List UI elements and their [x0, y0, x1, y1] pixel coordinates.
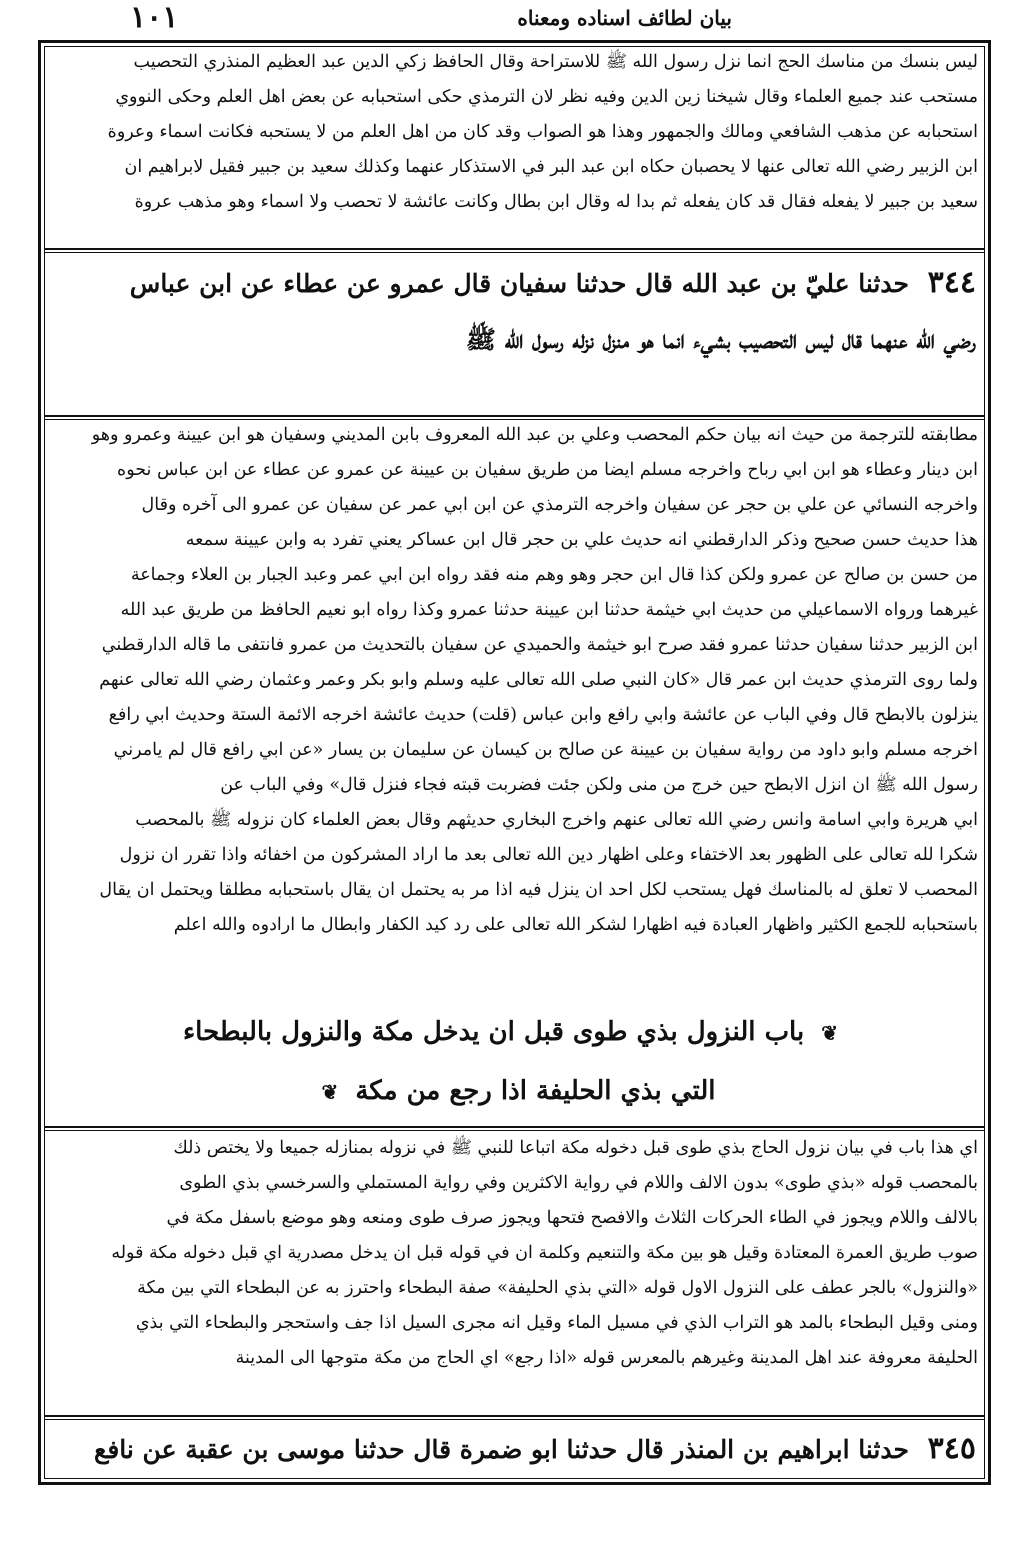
hadith-345 [53, 1421, 976, 1478]
hadith-text: حدثنا ابراهيم بن المنذر قال حدثنا ابو ضمرة قال حدثنا موسى بن عقبة عن نافع [94, 1435, 909, 1464]
commentary-line: ولما روى الترمذي حديث ابن عمر قال «كان النبي صلى الله تعالى عليه وسلم وابو بكر وعمر وعثمان رضي الله تعالى عنهم [99, 670, 978, 690]
hadith-line [53, 255, 976, 312]
text-frame [38, 40, 991, 1485]
flourish-ornament: ❦ [821, 1021, 839, 1045]
hadith-number: ٣٤٥ [927, 1431, 976, 1466]
commentary-line: ابن الزبير حدثنا سفيان حدثنا عمرو فقد صرح ابو خيثمة والحميدي عن سفيان بالتحديث من عمرو فانتفى ما قاله الدارقطني [101, 635, 978, 655]
commentary-line: غيرهما ورواه الاسماعيلي من حديث ابي خيثمة حدثنا ابن عيينة حدثنا عمرو وكذا رواه ابو نعيم الحافظ من طريق عبد الله [120, 600, 978, 620]
commentary-line: صوب طريق العمرة المعتادة وقيل هو بين مكة والتنعيم وكلمة ان في قوله قبل ان يدخل مصدرية اي قبل دخوله مكة قوله [111, 1243, 978, 1263]
flourish-ornament: ❦ [321, 1080, 339, 1104]
commentary-line: هذا حديث حسن صحيح وذكر الدارقطني انه حديث علي بن حجر قال ابن عساكر يعني تفرد به وابن عيينة سمعه [185, 530, 978, 550]
hadith-number: ٣٤٤ [927, 265, 976, 300]
commentary-block-1 [51, 45, 978, 220]
chapter-heading-line [101, 1062, 928, 1121]
chapter-title: باب النزول بذي طوى قبل ان يدخل مكة والنزول بالبطحاء [182, 1017, 805, 1047]
section-divider [45, 1126, 984, 1128]
hadith-line: رضي الله عنهما قال ليس التحصيب بشيء انما هو منزل نزله رسول الله ﷺ [465, 325, 976, 354]
commentary-line: ومنى وقيل البطحاء بالمد هو التراب الذي في مسيل الماء وقيل انه مجرى السيل اذا جف واستحجر والبطحاء التي بذي [135, 1313, 978, 1333]
commentary-line: ابن الزبير رضي الله تعالى عنها لا يحصبان حكاه ابن عبد البر في الاستذكار عنهما وكذلك سعيد بن جبير فقيل لابراهيم ان [124, 157, 978, 177]
chapter-title: التي بذي الحليفة اذا رجع من مكة [355, 1076, 716, 1106]
commentary-block-3 [51, 1131, 978, 1376]
commentary-line: ليس بنسك من مناسك الحج انما نزل رسول الله ﷺ للاستراحة وقال الحافظ زكي الدين عبد العظيم المنذري التحصيب [133, 52, 978, 72]
commentary-line: اي هذا باب في بيان نزول الحاج بذي طوى قبل دخوله مكة اتباعا للنبي ﷺ في نزوله بمنازله جميعا ولا يختص ذلك [173, 1138, 978, 1158]
commentary-line: اخرجه مسلم وابو داود من رواية سفيان بن عيينة عن صالح بن كيسان عن سليمان بن يسار «عن ابي رافع قال لم يامرني [113, 740, 978, 760]
commentary-line: رسول الله ﷺ ان انزل الابطح حين خرج من منى ولكن جئت فضربت قبته فجاء فنزل قال» وفي الباب عن [220, 775, 978, 795]
commentary-line: «والنزول» بالجر عطف على النزول الاول قوله «التي بذي الحليفة» صفة البطحاء واحترز به عن البطحاء التي بين مكة [137, 1278, 978, 1298]
section-divider [45, 248, 984, 250]
commentary-line: ابن دينار وعطاء هو ابن ابي رباح واخرجه مسلم ايضا من طريق سفيان بن عيينة عن عمرو عن عطاء عن ابن عباس نحوه [117, 460, 978, 480]
page-number: ١٠١ [130, 0, 179, 35]
commentary-line: المحصب لا تعلق له بالمناسك فهل يستحب لكل احد ان ينزل فيه اذا مر به يحتمل ان يقال باستحبابه مطلقا ويحتمل ان يقال [99, 880, 978, 900]
commentary-line: بالالف واللام ويجوز في الطاء الحركات الثلاث والافصح فتحها ويجوز صرف طوى ومنعه وهو موضع باسفل مكة في [166, 1208, 978, 1228]
commentary-line: شكرا لله تعالى على الظهور بعد الاختفاء وعلى اظهار دين الله تعالى بعد ما اراد المشركون من اخفائه واذا تقرر ان نزول [119, 845, 978, 865]
commentary-line: سعيد بن جبير لا يفعله فقال قد كان يفعله ثم بدا له وقال ابن بطال وكانت عائشة لا تحصب ولا اسماء وهو مذهب عروة [134, 192, 978, 212]
chapter-heading [101, 1003, 928, 1121]
hadith-line [53, 1421, 976, 1478]
commentary-line: استحبابه عن مذهب الشافعي ومالك والجمهور وهذا هو الصواب وقد كان من اهل العلم من لا يستحبه فكانت اسماء وعروة [107, 122, 978, 142]
commentary-line: واخرجه النسائي عن علي بن حجر عن سفيان واخرجه الترمذي عن ابن ابي عمر عن سفيان عن عمرو الى آخره وقال [141, 495, 978, 515]
hadith-text: حدثنا عليّ بن عبد الله قال حدثنا سفيان قال عمرو عن عطاء عن ابن عباس [129, 269, 909, 298]
section-divider [45, 415, 984, 417]
commentary-line: ابي هريرة وابي اسامة وانس رضي الله تعالى عنهم واخرج البخاري حديثهم وقال بعض العلماء كان نزوله ﷺ بالمحصب [135, 810, 978, 830]
commentary-line: من حسن بن صالح عن عمرو ولكن كذا قال ابن حجر وهو وهم منه فقد رواه ابن ابي عمر وعبد الجبار بن العلاء وجماعة [130, 565, 978, 585]
commentary-line: مستحب عند جميع العلماء وقال شيخنا زين الدين وفيه نظر لان الترمذي حكى استحبابه عن بعض اهل العلم وحكى النووي [115, 87, 978, 107]
hadith-344 [53, 255, 976, 368]
commentary-block-2 [51, 418, 978, 943]
page-header [40, 2, 987, 36]
commentary-line: الحليفة معروفة عند اهل المدينة وغيرهم بالمعرس قوله «اذا رجع» اي الحاج من مكة متوجها الى المدينة [235, 1348, 978, 1368]
commentary-line: باستحبابه للجمع الكثير واظهار العبادة فيه اظهارا لشكر الله تعالى على رد كيد الكفار وابطال ما ارادوه والله اعلم [173, 915, 978, 935]
section-divider [45, 1415, 984, 1417]
running-title: بيان لطائف اسناده ومعناه [517, 6, 732, 30]
commentary-line: مطابقته للترجمة من حيث انه بيان حكم المحصب وعلي بن عبد الله المعروف بابن المديني وسفيان هو ابن عيينة وعمرو وهو [91, 425, 978, 445]
chapter-heading-line [101, 1003, 928, 1062]
commentary-line: ينزلون بالابطح قال وفي الباب عن عائشة وابي رافع وابن عباس (قلت) حديث عائشة اخرجه الائمة الستة وحديث ابي رافع [108, 705, 978, 725]
commentary-line: بالمحصب قوله «بذي طوى» بدون الالف واللام في رواية الاكثرين وفي رواية المستملي والسرخسي بذي الطوى [179, 1173, 978, 1193]
